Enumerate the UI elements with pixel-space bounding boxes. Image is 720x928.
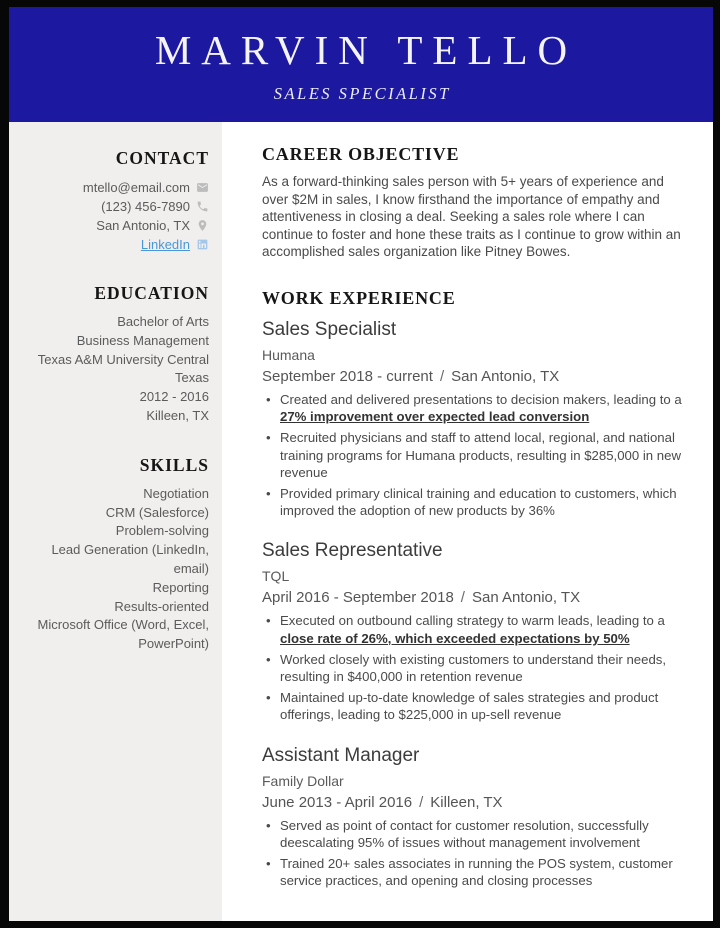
linkedin-icon [196,238,209,251]
work-experience-heading: WORK EXPERIENCE [262,287,456,308]
job-company: TQL [262,568,290,585]
contact-email-row [37,178,209,197]
job-bullet-list [262,612,682,723]
job-dates: June 2013 - April 2016 [262,793,413,811]
skills-heading: SKILLS [139,454,209,475]
skill-item: Lead Generation (LinkedIn, email) [51,542,209,576]
contact-email-value: mtello@email.com [82,180,190,195]
bullet-text: Maintained up-to-date knowledge of sales strategies and product offerings, leading to $225,000 in up-sell revenue [280,690,659,723]
job-bullet [262,612,682,646]
job-bullet [262,391,682,425]
bullet-text: Provided primary clinical training and education to customers, which improved the adoption of new products by 36% [280,485,677,519]
job-bullet [262,689,682,723]
skill-item: Microsoft Office (Word, Excel, PowerPoint) [37,617,209,652]
contact-section [37,148,209,254]
job-location: San Antonio, TX [451,367,560,385]
bullet-text: Worked closely with existing customers to understand their needs, resulting in $400,000 in retention revenue [280,651,667,684]
education-heading: EDUCATION [94,283,209,303]
contact-location-value: San Antonio, TX [96,218,190,233]
job-company: Humana [262,346,315,363]
date-location-separator: / [419,793,424,811]
bullet-text: Recruited physicians and staff to attend local, regional, and national training programs for Humana products, resulting in $285,000 in new revenue [280,430,681,480]
contact-linkedin-row [37,235,209,254]
job-bullet [262,429,682,481]
job-location: San Antonio, TX [471,589,581,607]
job-bullet [262,817,682,851]
bullet-text: Executed on outbound calling strategy to warm leads, leading to a [280,613,665,629]
skill-item: Negotiation [143,485,209,501]
bullet-text: Created and delivered presentations to decision makers, leading to a [280,391,682,407]
job-entry [262,745,685,890]
body-columns [9,122,713,921]
job-bullet-list [262,817,682,890]
job-title: Assistant Manager [262,744,420,766]
skill-item: Results-oriented [114,598,209,614]
skill-item: Problem-solving [115,523,209,539]
job-title: Sales Specialist [262,318,397,340]
sidebar [9,122,222,921]
work-experience-section [262,288,685,889]
bullet-highlight: 27% improvement over expected lead conversion [280,409,590,425]
education-major: Business Management [76,332,209,348]
career-objective-heading: CAREER OBJECTIVE [262,144,460,164]
bullet-highlight: close rate of 26%, which exceeded expectations by 50% [280,630,630,646]
skill-item: Reporting [152,579,209,595]
job-entry [262,540,685,723]
job-title: Sales Representative [262,540,443,562]
bullet-text: Trained 20+ sales associates in running the POS system, customer service practices, and opening and closing processes [280,856,673,889]
education-school: Texas A&M University Central Texas [37,351,209,386]
contact-heading: CONTACT [115,148,209,168]
contact-phone-value: (123) 456-7890 [101,199,190,214]
contact-phone-row [37,197,209,216]
location-pin-icon [196,219,209,232]
date-location-separator: / [460,589,465,607]
job-dateline [262,589,685,606]
person-name: MARVIN TELLO [154,26,578,73]
linkedin-link[interactable]: LinkedIn [140,237,190,252]
skill-item: CRM (Salesforce) [105,504,209,520]
job-dates: September 2018 - current [262,367,433,385]
main-content [222,122,713,921]
career-objective-text: As a forward-thinking sales person with 5+ years of experience and over $2M in sales, I know firsthand the importance of empathy and attentiveness in closing a deal. Seeking a sales role where I can continue to foster and hone these traits as I continue to grow within an accomplished sales organization like Pitney Bowes. [262,174,681,260]
job-company: Family Dollar [262,772,344,789]
date-location-separator: / [439,367,445,385]
skills-section [37,455,209,654]
job-dates: April 2016 - September 2018 [262,589,454,607]
job-location: Killeen, TX [430,793,503,811]
bullet-text: Served as point of contact for customer resolution, successfully deescalating 95% of issues without management involvement [280,817,649,850]
education-degree: Bachelor of Arts [117,314,209,329]
job-dateline [262,368,685,385]
header-banner [9,7,713,122]
career-objective-section [262,144,685,261]
job-bullet [262,485,682,519]
education-city: Killeen, TX [146,407,209,423]
envelope-icon [196,181,209,194]
job-bullet [262,855,682,889]
job-bullet-list [262,391,682,519]
contact-location-row [37,216,209,235]
job-bullet [262,651,682,685]
education-section [37,283,209,426]
person-job-title: SALES SPECIALIST [273,83,451,103]
education-years: 2012 - 2016 [139,389,209,405]
job-entry [262,319,685,519]
job-dateline [262,794,685,811]
phone-icon [196,200,209,213]
